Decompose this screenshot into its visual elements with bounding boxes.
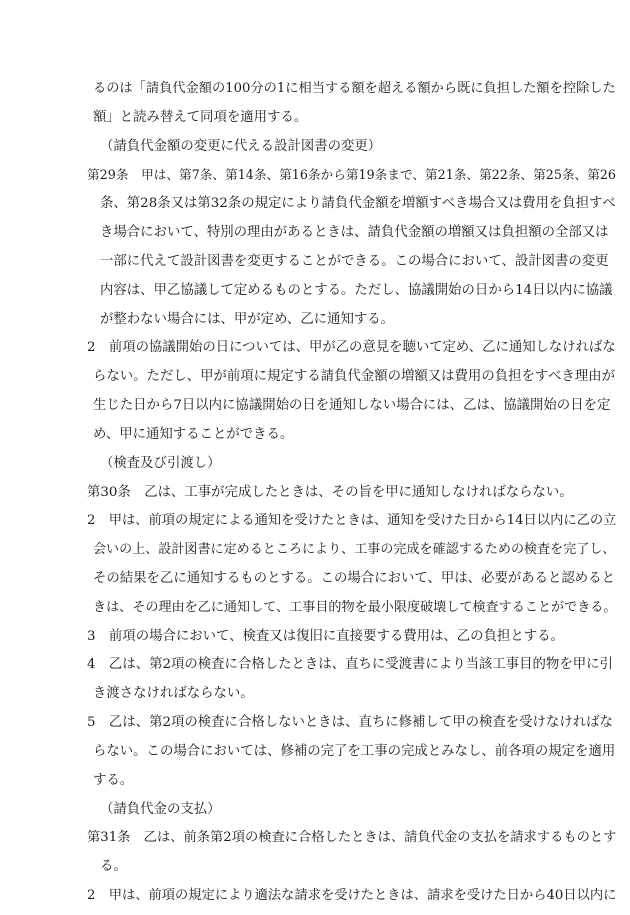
text-line: らない。ただし、甲が前項に規定する請負代金額の増額又は費用の負担をすべき理由が [93, 369, 615, 385]
text-line: その結果を乙に通知するものとする。この場合において、甲は、必要があると認めると [93, 570, 615, 586]
text-line: する。 [93, 772, 134, 788]
paragraph-3: 3 前項の場合において、検査又は復旧に直接要する費用は、乙の負担とする。 [87, 628, 564, 644]
text-line: きは、その理由を乙に通知して、工事目的物を最小限度破壊して検査することができる。 [93, 599, 617, 615]
paragraph-4: 4 乙は、第2項の検査に合格したときは、直ちに受渡書により当該工事目的物を甲に引 [87, 657, 613, 673]
text-line: 額」と読み替えて同項を適用する。 [93, 109, 308, 125]
article-30: 第30条 乙は、工事が完成したときは、その旨を甲に通知しなければならない。 [87, 484, 573, 500]
paragraph-2: 2 甲は、前項の規定による通知を受けたときは、通知を受けた日から14日以内に乙の立 [87, 513, 617, 529]
text-line: き渡さなければならない。 [93, 686, 254, 702]
text-line: 一部に代えて設計図書を変更することができる。この場合において、設計図書の変更 [100, 253, 609, 269]
text-line: 生じた日から7日以内に協議開始の日を通知しない場合には、乙は、協議開始の日を定 [93, 398, 611, 414]
text-line: る。 [100, 859, 127, 875]
article-29: 第29条 甲は、第7条、第14条、第16条から第19条まで、第21条、第22条、第25条、第26 [87, 167, 616, 183]
paragraph-5: 5 乙は、第2項の検査に合格しないときは、直ちに修補して甲の検査を受けなければな [87, 715, 613, 731]
text-line: らない。この場合においては、修補の完了を工事の完成とみなし、前各項の規定を適用 [93, 743, 616, 759]
text-line: 内容は、甲乙協議して定めるものとする。ただし、協議開始の日から14日以内に協議 [100, 282, 613, 298]
section-heading: （検査及び引渡し） [100, 455, 221, 471]
article-31: 第31条 乙は、前条第2項の検査に合格したときは、請負代金の支払を請求するものとす [87, 830, 617, 846]
text-line: め、甲に通知することができる。 [93, 426, 294, 442]
section-heading: （請負代金額の変更に代える設計図書の変更） [100, 138, 382, 154]
text-line: き場合において、特別の理由があるときは、請負代金額の増額又は負担額の全部又は [100, 225, 609, 241]
paragraph-2: 2 前項の協議開始の日については、甲が乙の意見を聴いて定め、乙に通知しなければな [87, 340, 616, 356]
text-line: るのは「請負代金額の100分の1に相当する額を超える額から既に負担した額を控除した [93, 81, 616, 96]
text-line: が整わない場合には、甲が定め、乙に通知する。 [100, 311, 395, 327]
section-heading: （請負代金の支払） [100, 801, 221, 817]
text-line: 会いの上、設計図書に定めるところにより、工事の完成を確認するための検査を完了し、 [93, 542, 616, 558]
paragraph-2: 2 甲は、前項の規定により適法な請求を受けたときは、請求を受けた日から40日以内に [87, 888, 617, 903]
text-line: 条、第28条又は第32条の規定により請負代金額を増額すべき場合又は費用を負担すべ [100, 196, 616, 212]
